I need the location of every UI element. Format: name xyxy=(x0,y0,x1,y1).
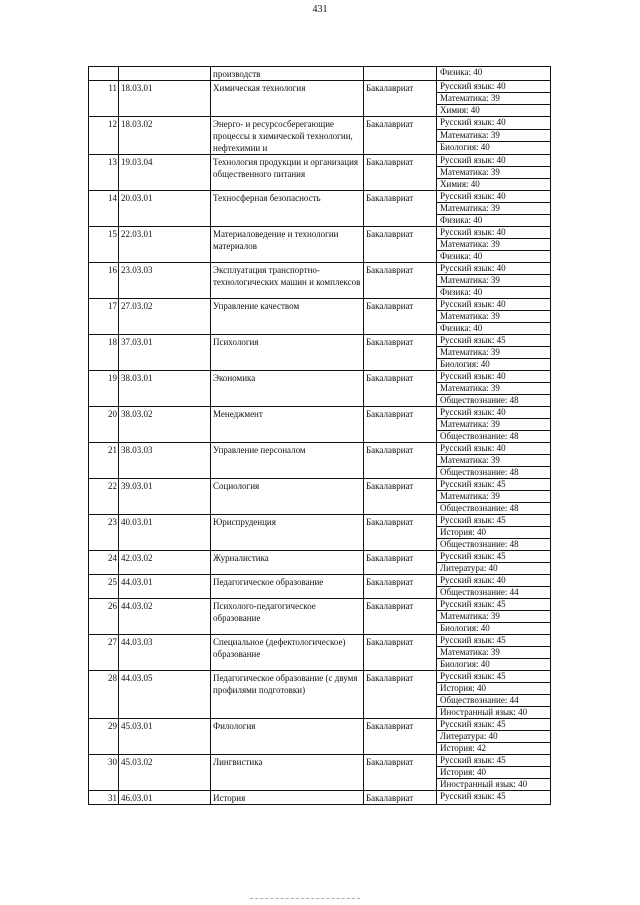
table-row xyxy=(89,117,551,130)
exam-requirement: Русский язык: 40 xyxy=(437,443,551,455)
exam-requirement: Русский язык: 40 xyxy=(437,191,551,203)
row-number xyxy=(89,67,119,81)
education-level: Бакалавриат xyxy=(364,443,437,479)
row-number: 20 xyxy=(89,407,119,443)
education-level xyxy=(364,67,437,81)
program-code: 19.03.04 xyxy=(119,155,211,191)
program-name: Лингвистика xyxy=(211,755,364,791)
row-number: 23 xyxy=(89,515,119,551)
exam-requirement: Обществознание: 48 xyxy=(437,539,551,551)
table-row xyxy=(89,635,551,647)
row-number: 15 xyxy=(89,227,119,263)
exam-requirement: Обществознание: 48 xyxy=(437,431,551,443)
exam-requirement: Физика: 40 xyxy=(437,67,551,81)
education-level: Бакалавриат xyxy=(364,575,437,599)
exam-requirement: Физика: 40 xyxy=(437,251,551,263)
program-name: Эксплуатация транспортно-технологических машин и комплексов xyxy=(211,263,364,299)
exam-requirement: Биология: 40 xyxy=(437,659,551,671)
row-number: 31 xyxy=(89,791,119,805)
exam-requirement: Русский язык: 40 xyxy=(437,407,551,419)
program-code: 38.03.03 xyxy=(119,443,211,479)
education-level: Бакалавриат xyxy=(364,515,437,551)
row-number: 21 xyxy=(89,443,119,479)
program-code: 44.03.01 xyxy=(119,575,211,599)
table-row xyxy=(89,671,551,683)
program-name: Психология xyxy=(211,335,364,371)
education-level: Бакалавриат xyxy=(364,599,437,635)
table-row xyxy=(89,599,551,611)
table-row xyxy=(89,719,551,731)
table-row xyxy=(89,575,551,587)
exam-requirement: Химия: 40 xyxy=(437,105,551,117)
program-code: 27.03.02 xyxy=(119,299,211,335)
program-code: 40.03.01 xyxy=(119,515,211,551)
program-name: Техносферная безопасность xyxy=(211,191,364,227)
scan-artifact-line xyxy=(250,898,360,899)
exam-requirement: Математика: 39 xyxy=(437,611,551,623)
program-code: 22.03.01 xyxy=(119,227,211,263)
exam-requirement: Русский язык: 40 xyxy=(437,371,551,383)
page-number: 431 xyxy=(312,4,328,15)
program-name: Филология xyxy=(211,719,364,755)
exam-requirement: Обществознание: 48 xyxy=(437,503,551,515)
exam-requirement: Русский язык: 40 xyxy=(437,227,551,239)
exam-requirement: История: 40 xyxy=(437,683,551,695)
program-name: Социология xyxy=(211,479,364,515)
program-code: 45.03.02 xyxy=(119,755,211,791)
education-level: Бакалавриат xyxy=(364,755,437,791)
program-name: Управление персоналом xyxy=(211,443,364,479)
education-level: Бакалавриат xyxy=(364,371,437,407)
education-level: Бакалавриат xyxy=(364,227,437,263)
program-name: производств xyxy=(211,67,364,81)
program-code: 18.03.02 xyxy=(119,117,211,155)
table-row xyxy=(89,407,551,419)
education-level: Бакалавриат xyxy=(364,335,437,371)
education-level: Бакалавриат xyxy=(364,117,437,155)
table-row xyxy=(89,81,551,93)
row-number: 29 xyxy=(89,719,119,755)
table-row xyxy=(89,791,551,805)
exam-requirement: Русский язык: 45 xyxy=(437,515,551,527)
program-name: Менеджмент xyxy=(211,407,364,443)
table-row xyxy=(89,191,551,203)
exam-requirement: Математика: 39 xyxy=(437,167,551,179)
exam-requirement: Литература: 40 xyxy=(437,731,551,743)
exam-requirement: История: 42 xyxy=(437,743,551,755)
program-name: Юриспруденция xyxy=(211,515,364,551)
exam-requirement: Обществознание: 48 xyxy=(437,395,551,407)
exam-requirement: Обществознание: 48 xyxy=(437,467,551,479)
table-row xyxy=(89,479,551,491)
table-row xyxy=(89,263,551,275)
exam-requirement: Русский язык: 45 xyxy=(437,479,551,491)
program-code: 44.03.03 xyxy=(119,635,211,671)
program-name: Энерго- и ресурсосберегающие процессы в химической технологии, нефтехимии и xyxy=(211,117,364,155)
table-row xyxy=(89,371,551,383)
exam-requirement: Русский язык: 40 xyxy=(437,299,551,311)
exam-requirement: Биология: 40 xyxy=(437,359,551,371)
exam-requirement: Русский язык: 45 xyxy=(437,755,551,767)
row-number: 25 xyxy=(89,575,119,599)
table-row xyxy=(89,67,551,81)
program-name: Педагогическое образование (с двумя профилями подготовки) xyxy=(211,671,364,719)
exam-requirement: Химия: 40 xyxy=(437,179,551,191)
program-code: 39.03.01 xyxy=(119,479,211,515)
exam-requirement: Русский язык: 40 xyxy=(437,263,551,275)
exam-requirement: История: 40 xyxy=(437,767,551,779)
education-level: Бакалавриат xyxy=(364,155,437,191)
row-number: 30 xyxy=(89,755,119,791)
exam-requirement: Математика: 39 xyxy=(437,239,551,251)
education-level: Бакалавриат xyxy=(364,191,437,227)
row-number: 18 xyxy=(89,335,119,371)
admission-table xyxy=(88,66,551,805)
table-row xyxy=(89,443,551,455)
program-code: 23.03.03 xyxy=(119,263,211,299)
table-row xyxy=(89,335,551,347)
exam-requirement: Математика: 39 xyxy=(437,383,551,395)
row-number: 19 xyxy=(89,371,119,407)
exam-requirement: Русский язык: 45 xyxy=(437,599,551,611)
program-code: 38.03.01 xyxy=(119,371,211,407)
education-level: Бакалавриат xyxy=(364,299,437,335)
exam-requirement: Русский язык: 45 xyxy=(437,335,551,347)
program-code: 44.03.02 xyxy=(119,599,211,635)
program-code: 20.03.01 xyxy=(119,191,211,227)
exam-requirement: Русский язык: 45 xyxy=(437,719,551,731)
program-name: Специальное (дефектологическое) образование xyxy=(211,635,364,671)
row-number: 24 xyxy=(89,551,119,575)
program-code: 37.03.01 xyxy=(119,335,211,371)
exam-requirement: Русский язык: 45 xyxy=(437,551,551,563)
row-number: 22 xyxy=(89,479,119,515)
table-row xyxy=(89,515,551,527)
exam-requirement: Русский язык: 45 xyxy=(437,635,551,647)
education-level: Бакалавриат xyxy=(364,719,437,755)
exam-requirement: Биология: 40 xyxy=(437,623,551,635)
exam-requirement: Математика: 39 xyxy=(437,419,551,431)
program-name: Технология продукции и организация общественного питания xyxy=(211,155,364,191)
table-row xyxy=(89,155,551,167)
exam-requirement: Русский язык: 40 xyxy=(437,117,551,130)
exam-requirement: Математика: 39 xyxy=(437,275,551,287)
table-row xyxy=(89,755,551,767)
education-level: Бакалавриат xyxy=(364,407,437,443)
exam-requirement: Литература: 40 xyxy=(437,563,551,575)
program-code: 46.03.01 xyxy=(119,791,211,805)
program-name: Психолого-педагогическое образование xyxy=(211,599,364,635)
program-code: 45.03.01 xyxy=(119,719,211,755)
program-name: Педагогическое образование xyxy=(211,575,364,599)
row-number: 14 xyxy=(89,191,119,227)
program-code: 44.03.05 xyxy=(119,671,211,719)
row-number: 13 xyxy=(89,155,119,191)
row-number: 11 xyxy=(89,81,119,117)
exam-requirement: Математика: 39 xyxy=(437,455,551,467)
exam-requirement: Математика: 39 xyxy=(437,311,551,323)
program-code: 38.03.02 xyxy=(119,407,211,443)
program-name: Экономика xyxy=(211,371,364,407)
program-name: Управление качеством xyxy=(211,299,364,335)
exam-requirement: Математика: 39 xyxy=(437,203,551,215)
program-name: Химическая технология xyxy=(211,81,364,117)
exam-requirement: Русский язык: 45 xyxy=(437,671,551,683)
exam-requirement: Обществознание: 44 xyxy=(437,695,551,707)
exam-requirement: Физика: 40 xyxy=(437,323,551,335)
exam-requirement: Математика: 39 xyxy=(437,491,551,503)
exam-requirement: Обществознание: 44 xyxy=(437,587,551,599)
exam-requirement: Иностранный язык: 40 xyxy=(437,707,551,719)
exam-requirement: Математика: 39 xyxy=(437,347,551,359)
row-number: 27 xyxy=(89,635,119,671)
education-level: Бакалавриат xyxy=(364,81,437,117)
exam-requirement: Русский язык: 40 xyxy=(437,575,551,587)
program-code: 18.03.01 xyxy=(119,81,211,117)
education-level: Бакалавриат xyxy=(364,479,437,515)
education-level: Бакалавриат xyxy=(364,791,437,805)
exam-requirement: Иностранный язык: 40 xyxy=(437,779,551,791)
exam-requirement: История: 40 xyxy=(437,527,551,539)
exam-requirement: Математика: 39 xyxy=(437,647,551,659)
table-row xyxy=(89,227,551,239)
program-name: Журналистика xyxy=(211,551,364,575)
exam-requirement: Математика: 39 xyxy=(437,93,551,105)
row-number: 17 xyxy=(89,299,119,335)
row-number: 16 xyxy=(89,263,119,299)
exam-requirement: Русский язык: 40 xyxy=(437,81,551,93)
education-level: Бакалавриат xyxy=(364,263,437,299)
program-code: 42.03.02 xyxy=(119,551,211,575)
program-code xyxy=(119,67,211,81)
education-level: Бакалавриат xyxy=(364,635,437,671)
exam-requirement: Русский язык: 40 xyxy=(437,155,551,167)
exam-requirement: Биология: 40 xyxy=(437,142,551,155)
program-name: История xyxy=(211,791,364,805)
exam-requirement: Математика: 39 xyxy=(437,129,551,142)
exam-requirement: Физика: 40 xyxy=(437,215,551,227)
table-row xyxy=(89,551,551,563)
row-number: 26 xyxy=(89,599,119,635)
education-level: Бакалавриат xyxy=(364,551,437,575)
table-row xyxy=(89,299,551,311)
education-level: Бакалавриат xyxy=(364,671,437,719)
exam-requirement: Физика: 40 xyxy=(437,287,551,299)
exam-requirement: Русский язык: 45 xyxy=(437,791,551,805)
program-name: Материаловедение и технологии материалов xyxy=(211,227,364,263)
row-number: 28 xyxy=(89,671,119,719)
row-number: 12 xyxy=(89,117,119,155)
